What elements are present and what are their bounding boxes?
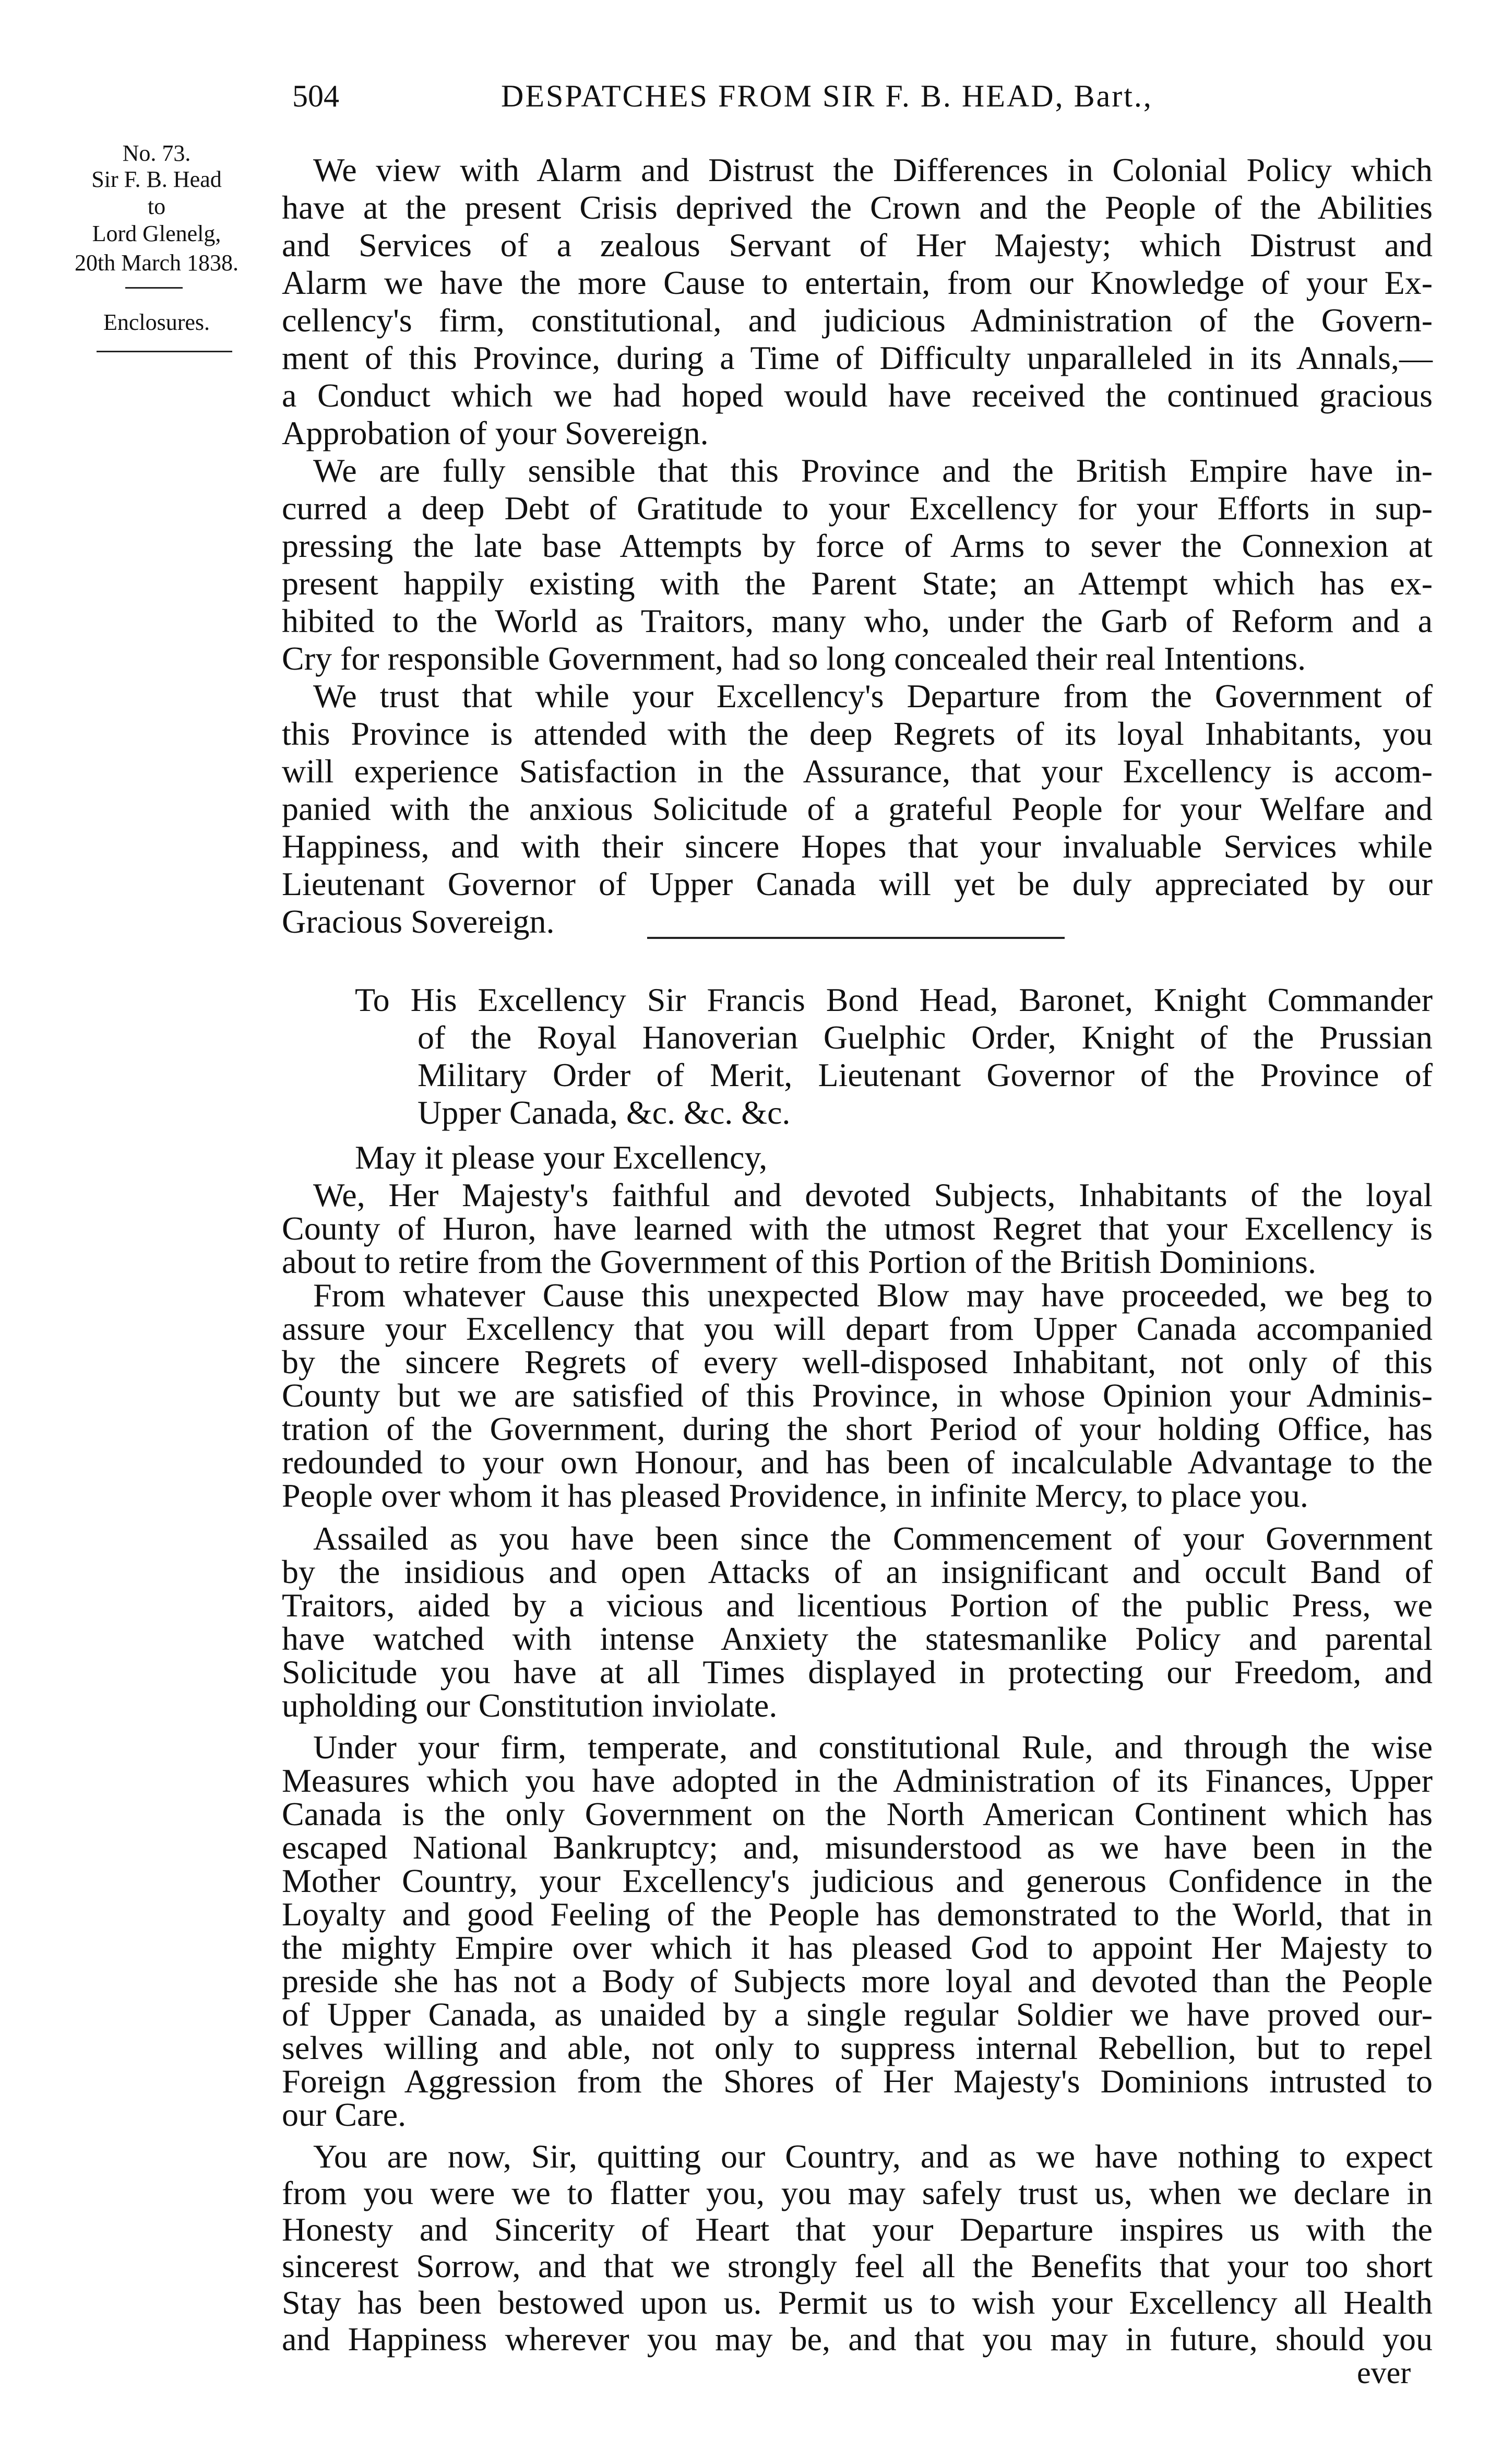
text-line: the mighty Empire over which it has pleased God to appoint Her Majesty to: [282, 1929, 1433, 1966]
text-line: this Province is attended with the deep Regrets of its loyal Inhabitants, you: [282, 715, 1433, 752]
section-divider: [647, 937, 1065, 939]
text-line: redounded to your own Honour, and has been of incalculable Advantage to the: [282, 1444, 1433, 1481]
margin-note-enclosures: Enclosures.: [103, 310, 210, 335]
text-line: ment of this Province, during a Time of Difficulty unparalleled in its Annals,—: [282, 339, 1433, 376]
text-line: Happiness, and with their sincere Hopes that your invaluable Services while: [282, 828, 1433, 865]
text-line: Solicitude you have at all Times displayed in protecting our Freedom, and: [282, 1653, 1433, 1691]
text-line: Assailed as you have been since the Commencement of your Government: [313, 1520, 1433, 1557]
text-line: from you were we to flatter you, you may safely trust us, when we declare in: [282, 2174, 1433, 2211]
text-line: Measures which you have adopted in the Administration of its Finances, Upper: [282, 1762, 1433, 1799]
text-line: Foreign Aggression from the Shores of Her Majesty's Dominions intrusted to: [282, 2063, 1433, 2100]
text-line: Lieutenant Governor of Upper Canada will yet be duly appreciated by our: [282, 865, 1433, 902]
address-line: Military Order of Merit, Lieutenant Governor of the Province of: [418, 1056, 1433, 1093]
text-line: We view with Alarm and Distrust the Differences in Colonial Policy which: [313, 151, 1433, 188]
text-line: and Happiness wherever you may be, and that you may in future, should you: [282, 2320, 1433, 2358]
margin-note-line: to: [147, 194, 166, 219]
text-line: of Upper Canada, as unaided by a single regular Soldier we have proved our-: [282, 1996, 1433, 2033]
address-line: To His Excellency Sir Francis Bond Head, Baronet, Knight Commander: [355, 981, 1433, 1018]
text-line: Traitors, aided by a vicious and licentious Portion of the public Press, we: [282, 1587, 1433, 1624]
text-line: County of Huron, have learned with the utmost Regret that your Excellency is: [282, 1210, 1433, 1247]
text-line: by the sincere Regrets of every well-disposed Inhabitant, not only of this: [282, 1343, 1433, 1380]
text-line: cellency's firm, constitutional, and judicious Administration of the Govern-: [282, 302, 1433, 339]
text-line: upholding our Constitution inviolate.: [282, 1687, 778, 1724]
text-line: will experience Satisfaction in the Assurance, that your Excellency is accom-: [282, 753, 1433, 790]
text-line: Approbation of your Sovereign.: [282, 414, 709, 451]
text-line: have watched with intense Anxiety the statesmanlike Policy and parental: [282, 1620, 1433, 1657]
text-line: present happily existing with the Parent State; an Attempt which has ex-: [282, 565, 1433, 602]
text-line: sincerest Sorrow, and that we strongly feel all the Benefits that your too short: [282, 2247, 1433, 2284]
text-line: by the insidious and open Attacks of an insignificant and occult Band of: [282, 1553, 1433, 1590]
salutation: May it please your Excellency,: [355, 1139, 768, 1176]
text-line: From whatever Cause this unexpected Blow may have proceeded, we beg to: [313, 1277, 1433, 1314]
text-line: County but we are satisfied of this Province, in whose Opinion your Adminis-: [282, 1377, 1433, 1414]
margin-rule: [97, 351, 232, 352]
text-line: You are now, Sir, quitting our Country, and as we have nothing to expect: [313, 2138, 1433, 2175]
text-line: Mother Country, your Excellency's judicious and generous Confidence in the: [282, 1862, 1433, 1899]
text-line: have at the present Crisis deprived the Crown and the People of the Abilities: [282, 189, 1433, 226]
text-line: pressing the late base Attempts by force of Arms to sever the Connexion at: [282, 527, 1433, 564]
text-line: People over whom it has pleased Providence, in infinite Mercy, to place you.: [282, 1477, 1308, 1514]
text-line: Stay has been bestowed upon us. Permit us to wish your Excellency all Health: [282, 2284, 1433, 2321]
text-line: about to retire from the Government of this Portion of the British Dominions.: [282, 1243, 1316, 1280]
text-line: We, Her Majesty's faithful and devoted Subjects, Inhabitants of the loyal: [313, 1176, 1433, 1213]
catchword: ever: [1357, 2355, 1411, 2390]
margin-rule: [125, 287, 183, 289]
text-line: We are fully sensible that this Province and the British Empire have in-: [313, 452, 1433, 489]
text-line: preside she has not a Body of Subjects more loyal and devoted than the People: [282, 1962, 1433, 1999]
text-line: escaped National Bankruptcy; and, misunderstood as we have been in the: [282, 1829, 1433, 1866]
text-line: tration of the Government, during the short Period of your holding Office, has: [282, 1410, 1433, 1447]
margin-note-line: No. 73.: [122, 140, 191, 166]
running-title: DESPATCHES FROM SIR F. B. HEAD, Bart.,: [501, 79, 1153, 113]
text-line: Gracious Sovereign.: [282, 903, 555, 940]
text-line: curred a deep Debt of Gratitude to your Excellency for your Efforts in sup-: [282, 490, 1433, 527]
text-line: panied with the anxious Solicitude of a grateful People for your Welfare and: [282, 790, 1433, 827]
margin-note-line: Lord Glenelg,: [92, 221, 221, 246]
text-line: We trust that while your Excellency's Departure from the Government of: [313, 677, 1433, 715]
text-line: Canada is the only Government on the North American Continent which has: [282, 1795, 1433, 1832]
text-line: Cry for responsible Government, had so long concealed their real Intentions.: [282, 640, 1306, 677]
text-line: selves willing and able, not only to suppress internal Rebellion, but to repel: [282, 2029, 1433, 2066]
text-line: Loyalty and good Feeling of the People has demonstrated to the World, that in: [282, 1896, 1433, 1933]
text-line: a Conduct which we had hoped would have received the continued gracious: [282, 377, 1433, 414]
text-line: and Services of a zealous Servant of Her Majesty; which Distrust and: [282, 227, 1433, 264]
margin-note-line: Sir F. B. Head: [91, 166, 222, 192]
text-line: Honesty and Sincerity of Heart that your Departure inspires us with the: [282, 2211, 1433, 2248]
text-line: assure your Excellency that you will depart from Upper Canada accompanied: [282, 1310, 1433, 1347]
text-line: Alarm we have the more Cause to entertain, from our Knowledge of your Ex-: [282, 264, 1433, 301]
address-line: Upper Canada, &c. &c. &c.: [418, 1094, 791, 1131]
page-number: 504: [292, 79, 339, 113]
text-line: our Care.: [282, 2096, 407, 2133]
address-line: of the Royal Hanoverian Guelphic Order, Knight of the Prussian: [418, 1019, 1433, 1056]
text-line: hibited to the World as Traitors, many who, under the Garb of Reform and a: [282, 602, 1433, 639]
margin-note-line: 20th March 1838.: [74, 250, 239, 276]
text-line: Under your firm, temperate, and constitutional Rule, and through the wise: [313, 1729, 1433, 1766]
